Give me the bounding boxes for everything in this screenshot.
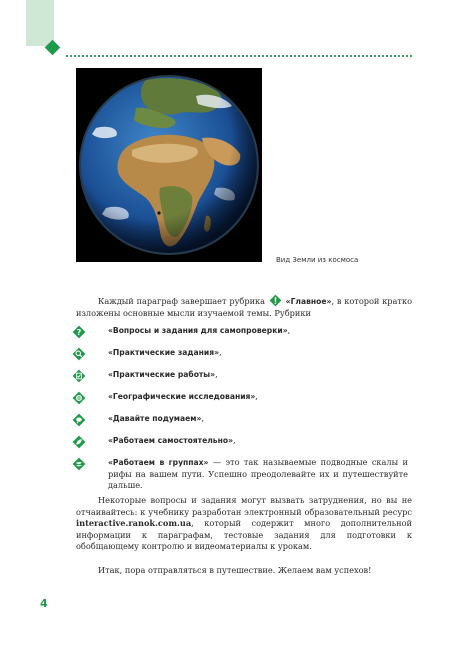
rubric-text (108, 391, 408, 403)
earth-photo (76, 68, 262, 262)
rubric-item (72, 391, 412, 405)
main-rubric-label: «Главное» (285, 297, 332, 306)
intro-paragraph (76, 294, 412, 319)
rubric-label: «Практические работы» (108, 370, 216, 379)
rubric-label: «Географические исследования» (108, 392, 256, 401)
rubric-tail: , (255, 391, 258, 401)
globe-research-icon (72, 391, 86, 405)
rubric-label: «Практические задания» (108, 348, 219, 357)
rubric-text (108, 457, 408, 492)
rubric-label: «Вопросы и задания для самопроверки» (108, 326, 288, 335)
rubric-text (108, 413, 408, 425)
rubric-item (72, 435, 412, 449)
rubric-label: «Работаем в группах» (108, 458, 209, 467)
dotted-divider (66, 55, 412, 57)
photo-caption: Вид Земли из космоса (276, 256, 359, 264)
rubric-text (108, 325, 408, 337)
rubric-item (72, 347, 412, 361)
intro-text-before: Каждый параграф завершает рубрика (98, 296, 266, 306)
rubric-text (108, 369, 408, 381)
intro-text-after: , в которой кратко изложены основные мысли изучаемой темы. Рубрики (76, 296, 413, 318)
rubric-text (108, 347, 408, 359)
resource-paragraph (76, 495, 412, 553)
rubric-label: «Работаем самостоятельно» (108, 436, 233, 445)
rubric-item (72, 325, 412, 339)
rubric-tail: , (201, 413, 204, 423)
thinking-icon (72, 413, 86, 427)
resource-link[interactable]: interactive.ranok.com.ua (76, 518, 192, 529)
svg-text:?: ? (76, 328, 82, 337)
rubric-tail: , (218, 347, 222, 357)
rubric-item (72, 369, 412, 383)
group-work-icon (72, 457, 86, 471)
question-icon (72, 325, 86, 339)
rubric-item (72, 413, 412, 427)
rubric-tail: — это так называемые подводные скалы и рифы на вашем пути. Успешно преодолевайте их и путешествуйте дальше. (108, 457, 408, 491)
rubric-item (72, 457, 412, 492)
self-work-icon (72, 435, 86, 449)
corner-tab (26, 0, 54, 46)
checklist-icon (72, 369, 86, 383)
rubric-tail: , (287, 325, 291, 335)
magnifier-icon (72, 347, 86, 361)
resource-text-before: Некоторые вопросы и задания могут вызвать затруднения, но вы не отчаивайтесь: к учебнику разработан электронный образовательный ресурс (76, 495, 412, 517)
closing-paragraph: Итак, пора отправляться в путешествие. Желаем вам успехов! (98, 565, 372, 575)
rubric-label: «Давайте подумаем» (108, 414, 202, 423)
rubric-tail: , (232, 435, 236, 445)
page-number: 4 (40, 597, 48, 610)
rubric-text (108, 435, 408, 447)
rubric-tail: , (215, 369, 218, 379)
exclamation-diamond-icon (269, 294, 282, 307)
earth-globe-icon (76, 68, 262, 262)
resource-text-after: , который содержит много дополнительной информации к параграфам, тестовые задания для подготовки к обобщающему контролю и видеоматериалы к урокам. (76, 518, 412, 552)
